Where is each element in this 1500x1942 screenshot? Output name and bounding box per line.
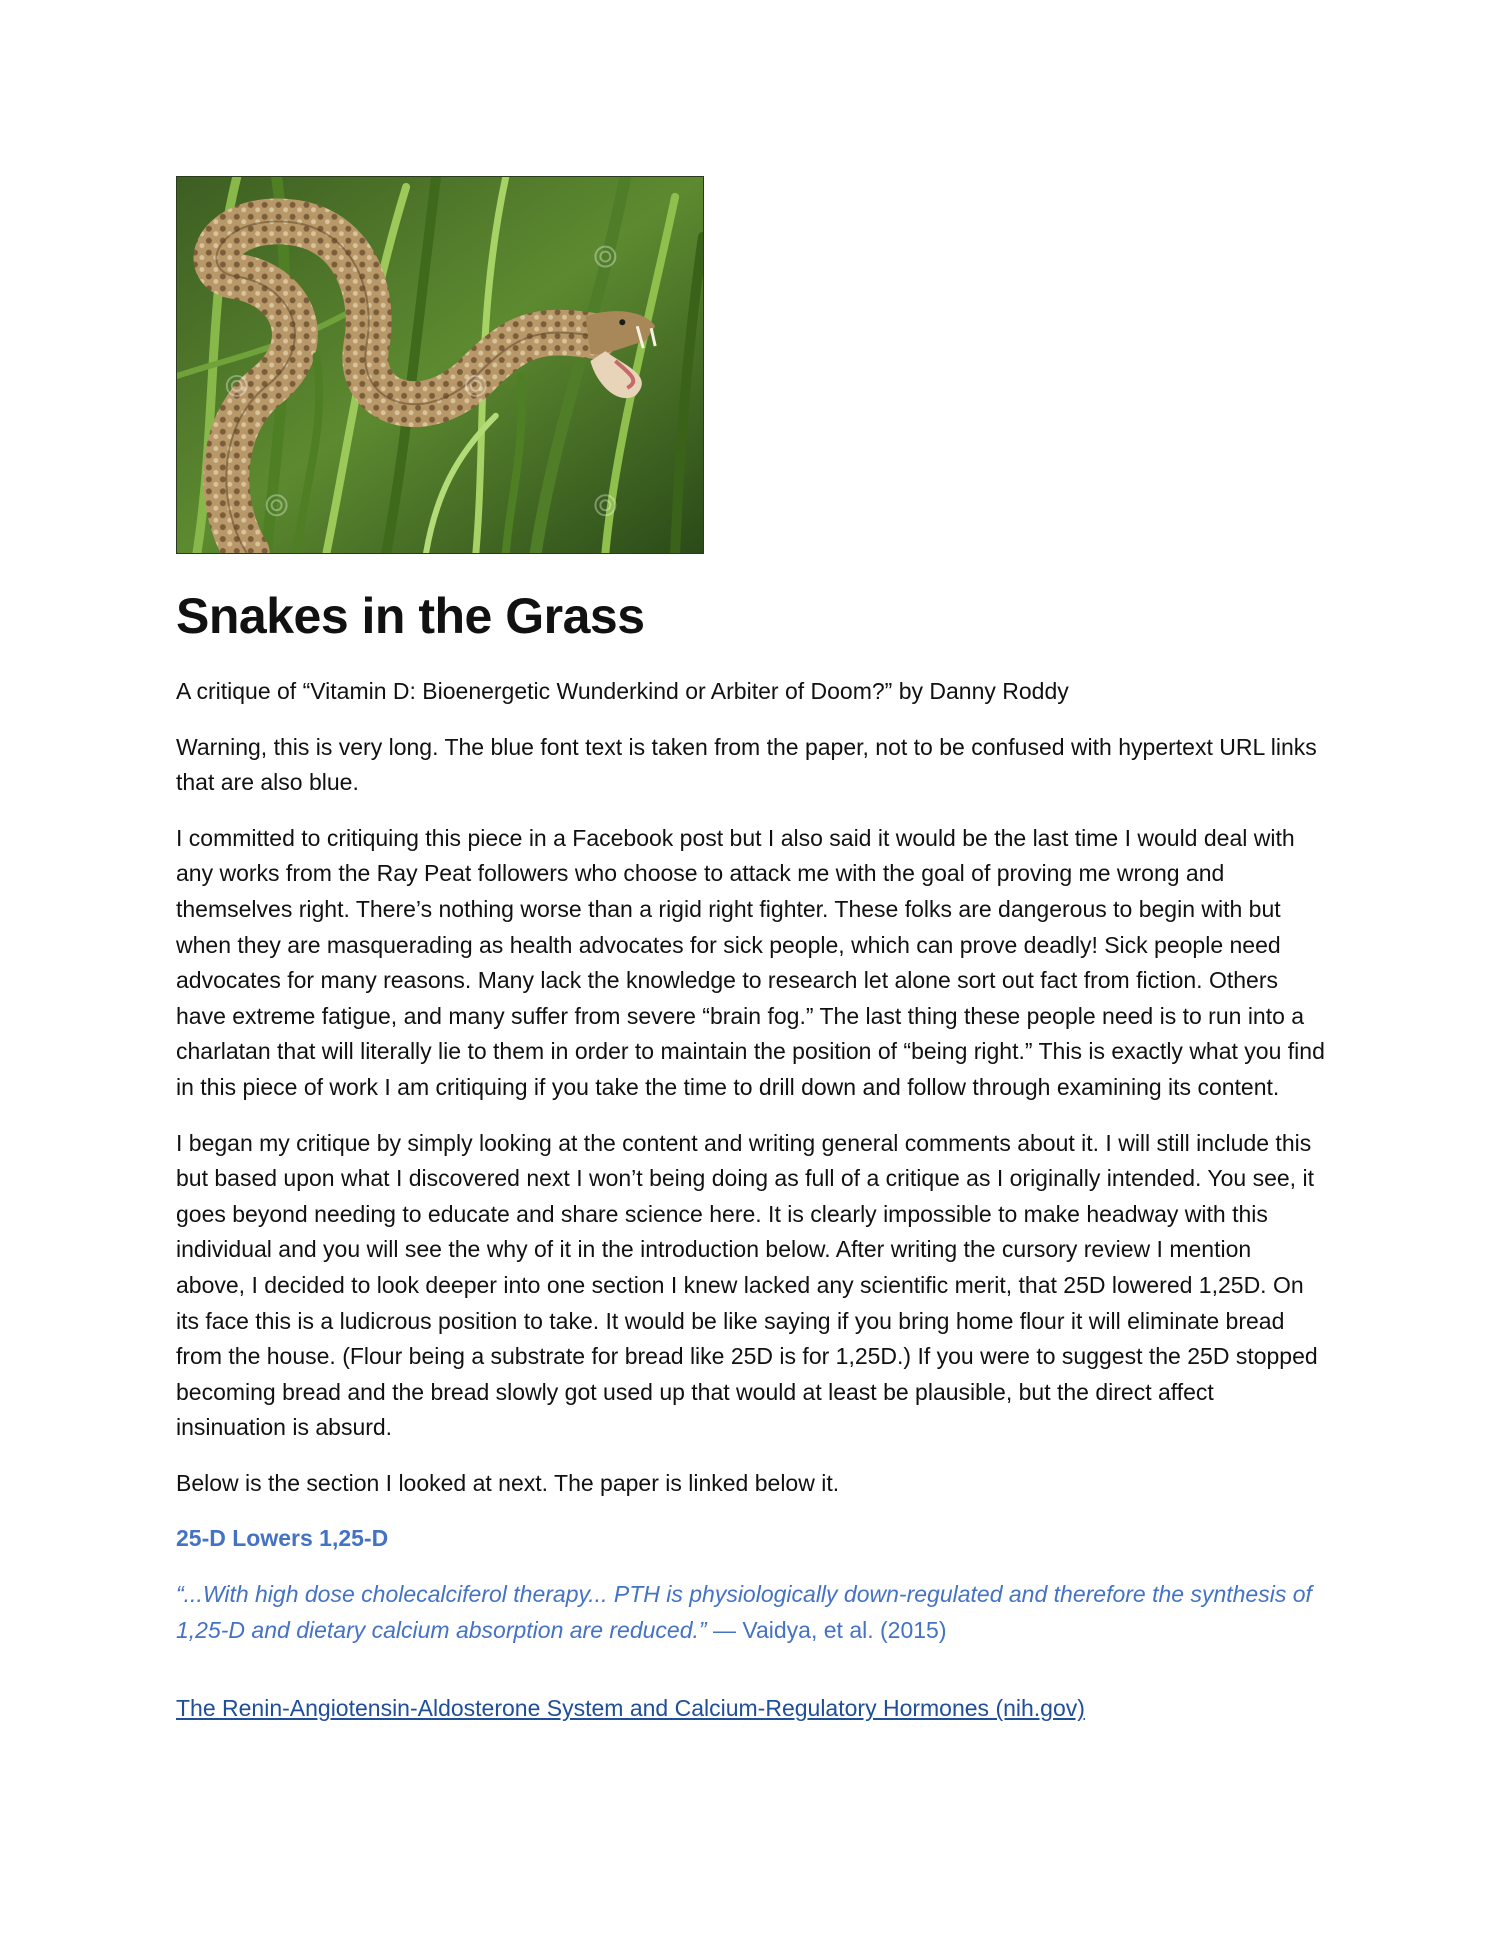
body-paragraph-1: I committed to critiquing this piece in a Facebook post but I also said it would be the last time I would deal with any works from the Ray Peat followers who choose to attack me with the goal of proving me wrong and themselves right. There’s nothing worse than a rigid right fighter. These folks are dangerous to begin with but when they are masquerading as health advocates for sick people, which can prove deadly! Sick people need advocates for many reasons. Many lack the knowledge to research let alone sort out fact from fiction. Others have extreme fatigue, and many suffer from severe “brain fog.” The last thing these people need is to run into a charlatan that will literally lie to them in order to maintain the position of “being right.” This is exactly what you find in this piece of work I am critiquing if you take the time to drill down and follow through examining its content. bbox=[176, 824, 1325, 1100]
body-paragraph-3: Below is the section I looked at next. The paper is linked below it. bbox=[176, 1469, 840, 1496]
rattlesnake-photo bbox=[176, 176, 704, 554]
quote-attribution: — Vaidya, et al. (2015) bbox=[706, 1616, 947, 1643]
rattlesnake-illustration bbox=[177, 177, 703, 553]
body-paragraph-2: I began my critique by simply looking at the content and writing general comments about it. I will still include this but based upon what I discovered next I won’t being doing as full of a critique as I originally intended. You see, it goes beyond needing to educate and share science here. It is clearly impossible to make headway with this individual and you will see the why of it in the introduction below. After writing the cursory review I mention above, I decided to look deeper into one section I knew lacked any scientific merit, that 25D lowered 1,25D. On its face this is a ludicrous position to take. It would be like saying if you bring home flour it will eliminate bread from the house. (Flour being a substrate for bread like 25D is for 1,25D.) If you were to suggest the 25D stopped becoming bread and the bread slowly got used up that would at least be plausible, but the direct affect insinuation is absurd. bbox=[176, 1129, 1318, 1441]
quoted-passage bbox=[176, 1577, 1326, 1648]
warning-paragraph: Warning, this is very long. The blue font text is taken from the paper, not to be confused with hypertext URL links that are also blue. bbox=[176, 733, 1317, 796]
document-subtitle: A critique of “Vitamin D: Bioenergetic Wunderkind or Arbiter of Doom?” by Danny Roddy bbox=[176, 678, 1069, 704]
section-heading: 25-D Lowers 1,25-D bbox=[176, 1525, 389, 1552]
document-page bbox=[176, 176, 1326, 1727]
quote-text: “...With high dose cholecalciferol therapy... PTH is physiologically down-regulated and therefore the synthesis of 1,25-D and dietary calcium absorption are reduced.” bbox=[176, 1581, 1312, 1643]
document-title: Snakes in the Grass bbox=[176, 588, 645, 644]
paper-link[interactable]: The Renin-Angiotensin-Aldosterone System and Calcium-Regulatory Hormones (nih.gov) bbox=[176, 1695, 1085, 1722]
